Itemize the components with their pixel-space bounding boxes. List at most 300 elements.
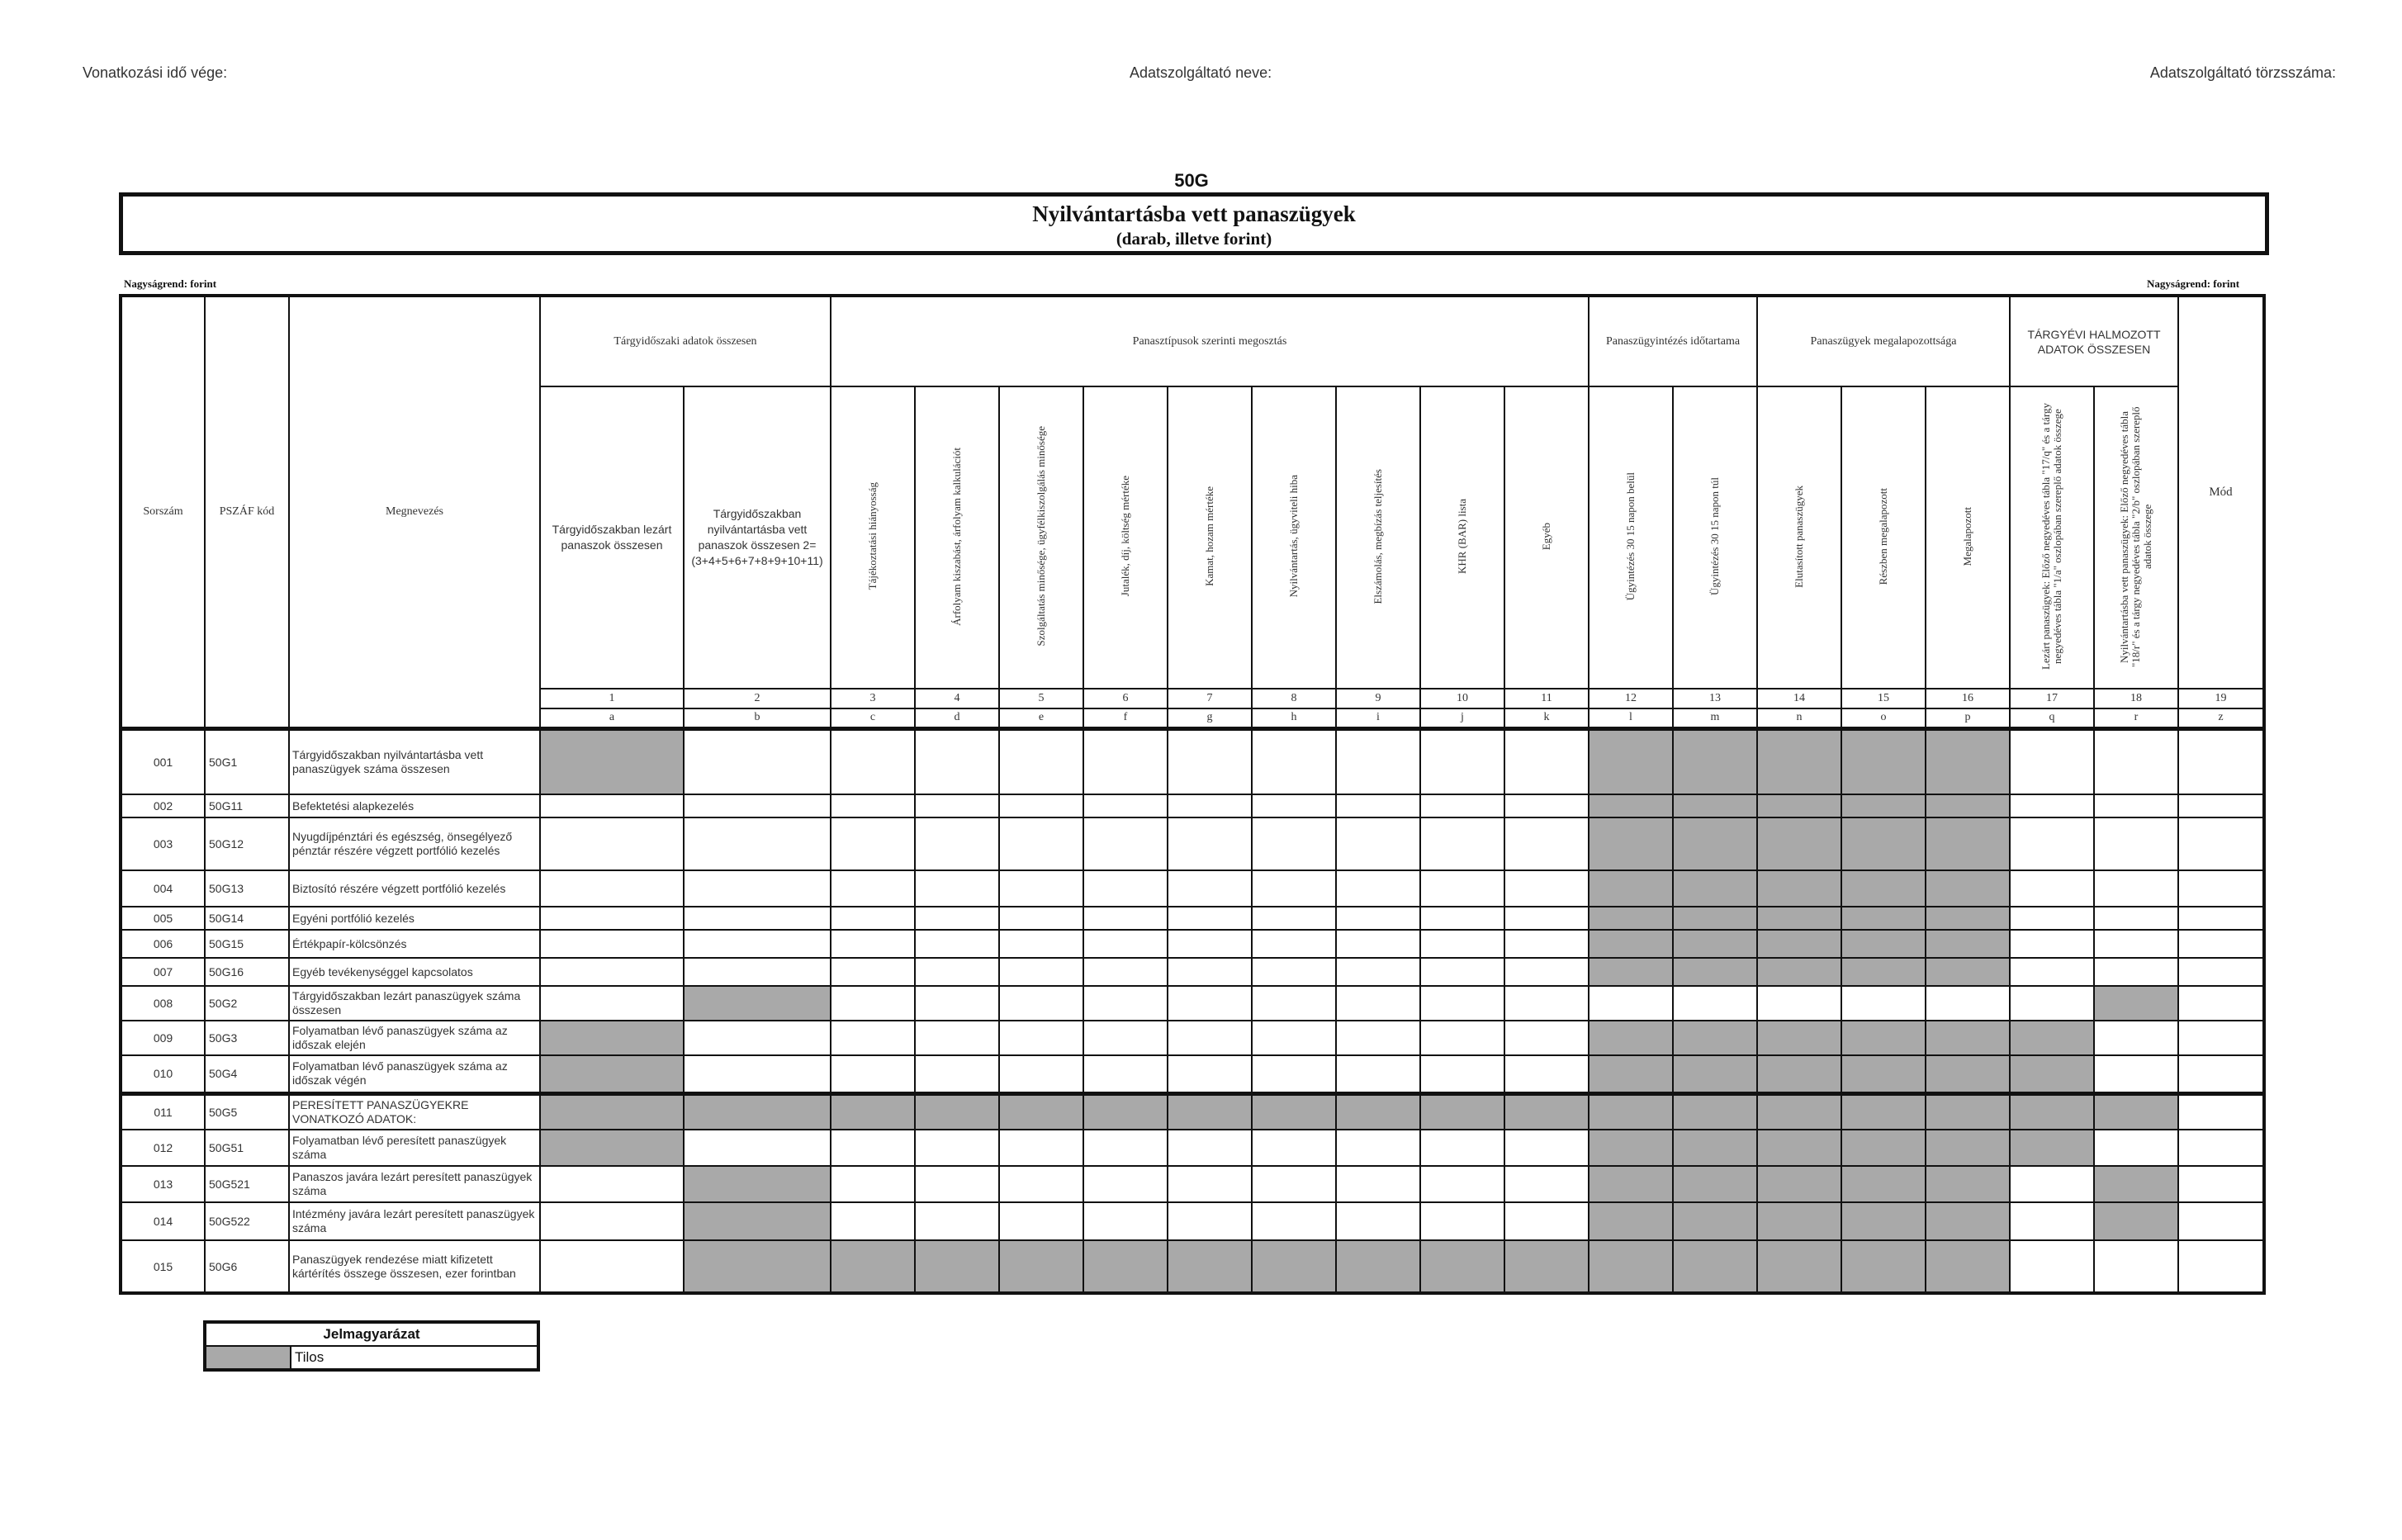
data-cell[interactable]	[2178, 958, 2264, 986]
data-cell[interactable]	[684, 930, 831, 958]
forbidden-cell	[1841, 1093, 1926, 1130]
data-cell[interactable]	[1336, 986, 1420, 1021]
data-cell[interactable]	[915, 930, 999, 958]
column-letter-12: l	[1589, 708, 1673, 728]
forbidden-cell	[540, 728, 684, 794]
data-cell[interactable]	[999, 870, 1083, 907]
data-cell[interactable]	[2094, 1240, 2178, 1293]
forbidden-cell	[1926, 817, 2010, 870]
forbidden-cell	[2010, 1055, 2094, 1093]
data-cell[interactable]	[540, 1240, 684, 1293]
data-cell[interactable]	[915, 1166, 999, 1202]
data-cell[interactable]	[999, 728, 1083, 794]
data-cell[interactable]	[1168, 907, 1252, 930]
data-cell[interactable]	[915, 870, 999, 907]
forbidden-cell	[1589, 1130, 1673, 1166]
code-header: PSZÁF kód	[205, 296, 289, 728]
column-header-1: Tárgyidőszakban lezárt panaszok összesen	[540, 386, 684, 689]
forbidden-cell	[1336, 1240, 1420, 1293]
data-cell[interactable]	[1504, 1202, 1589, 1240]
data-cell[interactable]	[1252, 1130, 1336, 1166]
data-cell[interactable]	[684, 1055, 831, 1093]
column-letter-15: o	[1841, 708, 1926, 728]
column-header-16-text: Megalapozott	[1961, 506, 1973, 566]
data-cell[interactable]	[1336, 1021, 1420, 1055]
column-number-19: 19	[2178, 689, 2264, 708]
data-cell[interactable]	[2178, 930, 2264, 958]
forbidden-cell	[2010, 1021, 2094, 1055]
data-cell[interactable]	[2178, 986, 2264, 1021]
column-header-6	[1083, 386, 1168, 689]
data-cell[interactable]	[2094, 728, 2178, 794]
forbidden-cell	[1757, 1021, 1841, 1055]
column-letter-17: q	[2010, 708, 2094, 728]
data-cell[interactable]	[2094, 930, 2178, 958]
data-cell[interactable]	[831, 1055, 915, 1093]
column-header-14	[1757, 386, 1841, 689]
column-header-10-text: KHR (BAR) lista	[1456, 499, 1468, 574]
data-cell[interactable]	[2178, 794, 2264, 817]
data-cell[interactable]	[1083, 1166, 1168, 1202]
data-cell[interactable]	[1504, 794, 1589, 817]
data-cell[interactable]	[1504, 986, 1589, 1021]
forbidden-cell	[1673, 907, 1757, 930]
data-cell[interactable]	[1420, 794, 1504, 817]
row-name: Tárgyidőszakban lezárt panaszügyek száma összesen	[289, 986, 540, 1021]
data-cell[interactable]	[540, 1166, 684, 1202]
column-number-17: 17	[2010, 689, 2094, 708]
row-code: 50G12	[205, 817, 289, 870]
table-row	[121, 870, 2264, 907]
forbidden-cell	[1926, 1093, 2010, 1130]
data-cell[interactable]	[540, 870, 684, 907]
forbidden-cell	[1841, 1130, 1926, 1166]
column-header-4	[915, 386, 999, 689]
data-cell[interactable]	[2178, 1130, 2264, 1166]
data-cell[interactable]	[831, 1166, 915, 1202]
data-cell[interactable]	[915, 958, 999, 986]
data-cell[interactable]	[1504, 958, 1589, 986]
row-name: Folyamatban lévő panaszügyek száma az időszak végén	[289, 1055, 540, 1093]
data-cell[interactable]	[2178, 1202, 2264, 1240]
data-cell[interactable]	[1168, 1055, 1252, 1093]
data-cell[interactable]	[1083, 930, 1168, 958]
data-cell[interactable]	[1083, 958, 1168, 986]
forbidden-cell	[999, 1093, 1083, 1130]
data-cell[interactable]	[2178, 870, 2264, 907]
column-header-2: Tárgyidőszakban nyilvántartásba vett panaszok összesen 2=(3+4+5+6+7+8+9+10+11)	[684, 386, 831, 689]
forbidden-cell	[684, 1202, 831, 1240]
column-number-5: 5	[999, 689, 1083, 708]
data-cell[interactable]	[1420, 1130, 1504, 1166]
row-serial: 003	[121, 817, 205, 870]
data-cell[interactable]	[1504, 728, 1589, 794]
forbidden-cell	[1589, 817, 1673, 870]
data-cell[interactable]	[684, 794, 831, 817]
data-cell[interactable]	[831, 907, 915, 930]
data-cell[interactable]	[2010, 930, 2094, 958]
data-cell[interactable]	[684, 817, 831, 870]
column-number-7: 7	[1168, 689, 1252, 708]
forbidden-cell	[684, 986, 831, 1021]
data-cell[interactable]	[1083, 1055, 1168, 1093]
data-cell[interactable]	[1420, 958, 1504, 986]
form-title: Nyilvántartásba vett panaszügyek	[1032, 201, 1356, 226]
data-cell[interactable]	[2010, 870, 2094, 907]
data-cell[interactable]	[999, 817, 1083, 870]
row-name: Egyéb tevékenységgel kapcsolatos	[289, 958, 540, 986]
data-cell[interactable]	[1336, 1202, 1420, 1240]
data-cell[interactable]	[1252, 986, 1336, 1021]
group-duration: Panaszügyintézés időtartama	[1589, 296, 1757, 386]
data-cell[interactable]	[684, 1021, 831, 1055]
data-cell[interactable]	[1168, 986, 1252, 1021]
data-cell[interactable]	[999, 907, 1083, 930]
data-cell[interactable]	[1589, 986, 1673, 1021]
data-cell[interactable]	[1673, 986, 1757, 1021]
provider-name-label: Adatszolgáltató neve:	[1130, 64, 1272, 81]
data-cell[interactable]	[1420, 1166, 1504, 1202]
column-letter-2: b	[684, 708, 831, 728]
row-name: Nyugdíjpénztári és egészség, önsegélyező pénztár részére végzett portfólió kezelés	[289, 817, 540, 870]
data-cell[interactable]	[999, 1055, 1083, 1093]
data-cell[interactable]	[1083, 1130, 1168, 1166]
data-cell[interactable]	[1168, 930, 1252, 958]
data-cell[interactable]	[2178, 728, 2264, 794]
row-code: 50G16	[205, 958, 289, 986]
data-cell[interactable]	[1926, 986, 2010, 1021]
group-cumulative: TÁRGYÉVI HALMOZOTT ADATOK ÖSSZESEN	[2010, 296, 2178, 386]
data-cell[interactable]	[1168, 1130, 1252, 1166]
column-letter-19: z	[2178, 708, 2264, 728]
column-letter-16: p	[1926, 708, 2010, 728]
column-number-16: 16	[1926, 689, 2010, 708]
data-cell[interactable]	[2010, 958, 2094, 986]
forbidden-cell	[1168, 1240, 1252, 1293]
data-cell[interactable]	[684, 870, 831, 907]
data-cell[interactable]	[1504, 1021, 1589, 1055]
data-cell[interactable]	[1168, 817, 1252, 870]
forbidden-cell	[540, 1093, 684, 1130]
row-name: PERESÍTETT PANASZÜGYEKRE VONATKOZÓ ADATOK:	[289, 1093, 540, 1130]
column-number-9: 9	[1336, 689, 1420, 708]
forbidden-cell	[1757, 1240, 1841, 1293]
data-cell[interactable]	[999, 986, 1083, 1021]
forbidden-cell	[1589, 958, 1673, 986]
data-cell[interactable]	[915, 986, 999, 1021]
forbidden-cell	[1926, 1130, 2010, 1166]
data-cell[interactable]	[2178, 1240, 2264, 1293]
table-row	[121, 1202, 2264, 1240]
forbidden-cell	[1841, 958, 1926, 986]
forbidden-cell	[1841, 907, 1926, 930]
forbidden-cell	[1589, 1093, 1673, 1130]
data-cell[interactable]	[1083, 986, 1168, 1021]
data-cell[interactable]	[2010, 1202, 2094, 1240]
data-cell[interactable]	[684, 958, 831, 986]
row-serial: 005	[121, 907, 205, 930]
forbidden-cell	[1926, 907, 2010, 930]
data-cell[interactable]	[1757, 986, 1841, 1021]
data-cell[interactable]	[2178, 1021, 2264, 1055]
data-cell[interactable]	[1336, 728, 1420, 794]
row-code: 50G521	[205, 1166, 289, 1202]
row-serial: 015	[121, 1240, 205, 1293]
column-letter-14: n	[1757, 708, 1841, 728]
row-name: Tárgyidőszakban nyilvántartásba vett panaszügyek száma összesen	[289, 728, 540, 794]
data-cell[interactable]	[1336, 817, 1420, 870]
data-cell[interactable]	[1083, 728, 1168, 794]
data-cell[interactable]	[1420, 1055, 1504, 1093]
data-cell[interactable]	[831, 817, 915, 870]
row-serial: 008	[121, 986, 205, 1021]
forbidden-cell	[1841, 1166, 1926, 1202]
data-cell[interactable]	[915, 1021, 999, 1055]
column-letter-6: f	[1083, 708, 1168, 728]
column-number-15: 15	[1841, 689, 1926, 708]
row-code: 50G11	[205, 794, 289, 817]
data-cell[interactable]	[831, 1202, 915, 1240]
row-serial: 010	[121, 1055, 205, 1093]
data-cell[interactable]	[831, 930, 915, 958]
data-cell[interactable]	[684, 907, 831, 930]
data-cell[interactable]	[2178, 1166, 2264, 1202]
forbidden-cell	[1589, 870, 1673, 907]
row-name: Biztosító részére végzett portfólió kezelés	[289, 870, 540, 907]
group-grounds: Panaszügyek megalapozottsága	[1757, 296, 2010, 386]
forbidden-cell	[1757, 907, 1841, 930]
data-cell[interactable]	[2010, 1166, 2094, 1202]
data-cell[interactable]	[1336, 1055, 1420, 1093]
data-cell[interactable]	[915, 728, 999, 794]
data-cell[interactable]	[1504, 1166, 1589, 1202]
data-cell[interactable]	[1336, 907, 1420, 930]
data-cell[interactable]	[1420, 728, 1504, 794]
data-cell[interactable]	[1168, 794, 1252, 817]
data-cell[interactable]	[1504, 930, 1589, 958]
data-cell[interactable]	[684, 1130, 831, 1166]
data-cell[interactable]	[831, 1130, 915, 1166]
forbidden-cell	[1673, 1093, 1757, 1130]
data-cell[interactable]	[999, 1130, 1083, 1166]
row-code: 50G51	[205, 1130, 289, 1166]
data-cell[interactable]	[831, 958, 915, 986]
forbidden-cell	[915, 1093, 999, 1130]
data-cell[interactable]	[1252, 1202, 1336, 1240]
data-cell[interactable]	[1168, 958, 1252, 986]
data-cell[interactable]	[2094, 817, 2178, 870]
forbidden-cell	[1504, 1093, 1589, 1130]
data-cell[interactable]	[915, 1130, 999, 1166]
data-cell[interactable]	[831, 728, 915, 794]
column-header-18	[2094, 386, 2178, 689]
period-end-label: Vonatkozási idő vége:	[83, 64, 228, 81]
data-cell[interactable]	[999, 958, 1083, 986]
column-number-6: 6	[1083, 689, 1168, 708]
data-cell[interactable]	[540, 986, 684, 1021]
row-name: Panaszügyek rendezése miatt kifizetett kártérítés összege összesen, ezer forintban	[289, 1240, 540, 1293]
data-cell[interactable]	[1420, 930, 1504, 958]
data-cell[interactable]	[540, 907, 684, 930]
data-cell[interactable]	[1083, 1021, 1168, 1055]
column-letter-8: h	[1252, 708, 1336, 728]
data-cell[interactable]	[540, 958, 684, 986]
data-cell[interactable]	[1252, 930, 1336, 958]
column-letter-9: i	[1336, 708, 1420, 728]
data-cell[interactable]	[540, 1202, 684, 1240]
data-cell[interactable]	[2010, 907, 2094, 930]
forbidden-cell	[1841, 870, 1926, 907]
data-cell[interactable]	[1252, 870, 1336, 907]
legend	[203, 1320, 540, 1372]
data-cell[interactable]	[540, 930, 684, 958]
forbidden-cell	[1673, 1202, 1757, 1240]
data-cell[interactable]	[1504, 1130, 1589, 1166]
data-cell[interactable]	[1336, 958, 1420, 986]
title-box	[119, 192, 2269, 255]
data-cell[interactable]	[1504, 870, 1589, 907]
data-cell[interactable]	[540, 794, 684, 817]
row-name: Értékpapír-kölcsönzés	[289, 930, 540, 958]
data-cell[interactable]	[2010, 1240, 2094, 1293]
forbidden-cell	[1589, 794, 1673, 817]
data-cell[interactable]	[1420, 907, 1504, 930]
column-header-18-text: Nyilvántartásba vett panaszügyek: Előző negyedéves tábla "18/r" és a tárgy negyedéves tábla "2/b" oszlopában szereplő adatok összege	[2118, 405, 2153, 667]
data-cell[interactable]	[1168, 1166, 1252, 1202]
column-header-17	[2010, 386, 2094, 689]
data-cell[interactable]	[1336, 1130, 1420, 1166]
table-row	[121, 1130, 2264, 1166]
data-cell[interactable]	[1168, 870, 1252, 907]
data-cell[interactable]	[1252, 794, 1336, 817]
data-cell[interactable]	[1504, 907, 1589, 930]
data-cell[interactable]	[684, 728, 831, 794]
forbidden-cell	[1757, 1166, 1841, 1202]
data-cell[interactable]	[2010, 728, 2094, 794]
forbidden-cell	[1926, 1166, 2010, 1202]
column-header-8-text: Nyilvántartás, ügyviteli hiba	[1287, 475, 1300, 598]
data-cell[interactable]	[2178, 817, 2264, 870]
column-header-6-text: Jutalék, díj, költség mértéke	[1119, 476, 1131, 597]
column-header-15-text: Részben megalapozott	[1877, 487, 1889, 585]
data-cell[interactable]	[915, 794, 999, 817]
forbidden-cell	[1757, 870, 1841, 907]
data-cell[interactable]	[999, 930, 1083, 958]
data-cell[interactable]	[1841, 986, 1926, 1021]
data-cell[interactable]	[1504, 817, 1589, 870]
data-cell[interactable]	[1336, 870, 1420, 907]
complaints-table	[119, 294, 2266, 1295]
data-cell[interactable]	[1420, 870, 1504, 907]
data-cell[interactable]	[1252, 817, 1336, 870]
data-cell[interactable]	[2178, 1055, 2264, 1093]
forbidden-cell	[1926, 1240, 2010, 1293]
data-cell[interactable]	[1420, 1202, 1504, 1240]
forbidden-cell	[2094, 986, 2178, 1021]
forbidden-cell	[1589, 728, 1673, 794]
table-row	[121, 1166, 2264, 1202]
data-cell[interactable]	[915, 907, 999, 930]
data-cell[interactable]	[1420, 986, 1504, 1021]
data-cell[interactable]	[1252, 728, 1336, 794]
data-cell[interactable]	[2010, 986, 2094, 1021]
data-cell[interactable]	[1336, 930, 1420, 958]
data-cell[interactable]	[2178, 1093, 2264, 1130]
data-cell[interactable]	[915, 1055, 999, 1093]
row-name: Intézmény javára lezárt peresített panaszügyek száma	[289, 1202, 540, 1240]
data-cell[interactable]	[1083, 870, 1168, 907]
data-cell[interactable]	[2094, 907, 2178, 930]
data-cell[interactable]	[2094, 1055, 2178, 1093]
data-cell[interactable]	[915, 1202, 999, 1240]
data-cell[interactable]	[1420, 1021, 1504, 1055]
forbidden-cell	[1926, 1055, 2010, 1093]
data-cell[interactable]	[1168, 1202, 1252, 1240]
data-cell[interactable]	[999, 794, 1083, 817]
data-cell[interactable]	[1420, 817, 1504, 870]
data-cell[interactable]	[2094, 958, 2178, 986]
data-cell[interactable]	[1252, 1055, 1336, 1093]
data-cell[interactable]	[915, 817, 999, 870]
forbidden-cell	[1420, 1093, 1504, 1130]
data-cell[interactable]	[831, 1021, 915, 1055]
data-cell[interactable]	[1252, 1166, 1336, 1202]
data-cell[interactable]	[1083, 907, 1168, 930]
data-cell[interactable]	[1336, 794, 1420, 817]
data-cell[interactable]	[1252, 907, 1336, 930]
data-cell[interactable]	[1252, 1021, 1336, 1055]
data-cell[interactable]	[831, 794, 915, 817]
data-cell[interactable]	[2010, 794, 2094, 817]
forbidden-cell	[1252, 1240, 1336, 1293]
data-cell[interactable]	[2094, 870, 2178, 907]
data-cell[interactable]	[831, 986, 915, 1021]
row-serial: 001	[121, 728, 205, 794]
data-cell[interactable]	[1504, 1055, 1589, 1093]
data-cell[interactable]	[1083, 1202, 1168, 1240]
forbidden-cell	[1589, 930, 1673, 958]
data-cell[interactable]	[2094, 1021, 2178, 1055]
column-header-3-text: Tájékoztatási hiányosság	[866, 482, 879, 590]
row-code: 50G14	[205, 907, 289, 930]
column-header-17-text: Lezárt panaszügyek: Előző negyedéves tábla "17/q" és a tárgy negyedéves tábla "1/a" oszlopában szereplő adatok összege	[2040, 403, 2063, 670]
column-number-4: 4	[915, 689, 999, 708]
name-header: Megnevezés	[289, 296, 540, 728]
data-cell[interactable]	[999, 1202, 1083, 1240]
data-cell[interactable]	[831, 870, 915, 907]
data-cell[interactable]	[1168, 1021, 1252, 1055]
data-cell[interactable]	[540, 817, 684, 870]
data-cell[interactable]	[2178, 907, 2264, 930]
data-cell[interactable]	[2094, 1130, 2178, 1166]
row-serial: 014	[121, 1202, 205, 1240]
data-cell[interactable]	[999, 1021, 1083, 1055]
table-row	[121, 1240, 2264, 1293]
forbidden-cell	[1841, 817, 1926, 870]
data-cell[interactable]	[1168, 728, 1252, 794]
data-cell[interactable]	[2094, 794, 2178, 817]
data-cell[interactable]	[1252, 958, 1336, 986]
forbidden-cell	[1673, 728, 1757, 794]
data-cell[interactable]	[1083, 794, 1168, 817]
data-cell[interactable]	[1083, 817, 1168, 870]
data-cell[interactable]	[2010, 817, 2094, 870]
column-header-5	[999, 386, 1083, 689]
data-cell[interactable]	[999, 1166, 1083, 1202]
data-cell[interactable]	[1336, 1166, 1420, 1202]
forbidden-cell	[1589, 1021, 1673, 1055]
forbidden-cell	[540, 1055, 684, 1093]
